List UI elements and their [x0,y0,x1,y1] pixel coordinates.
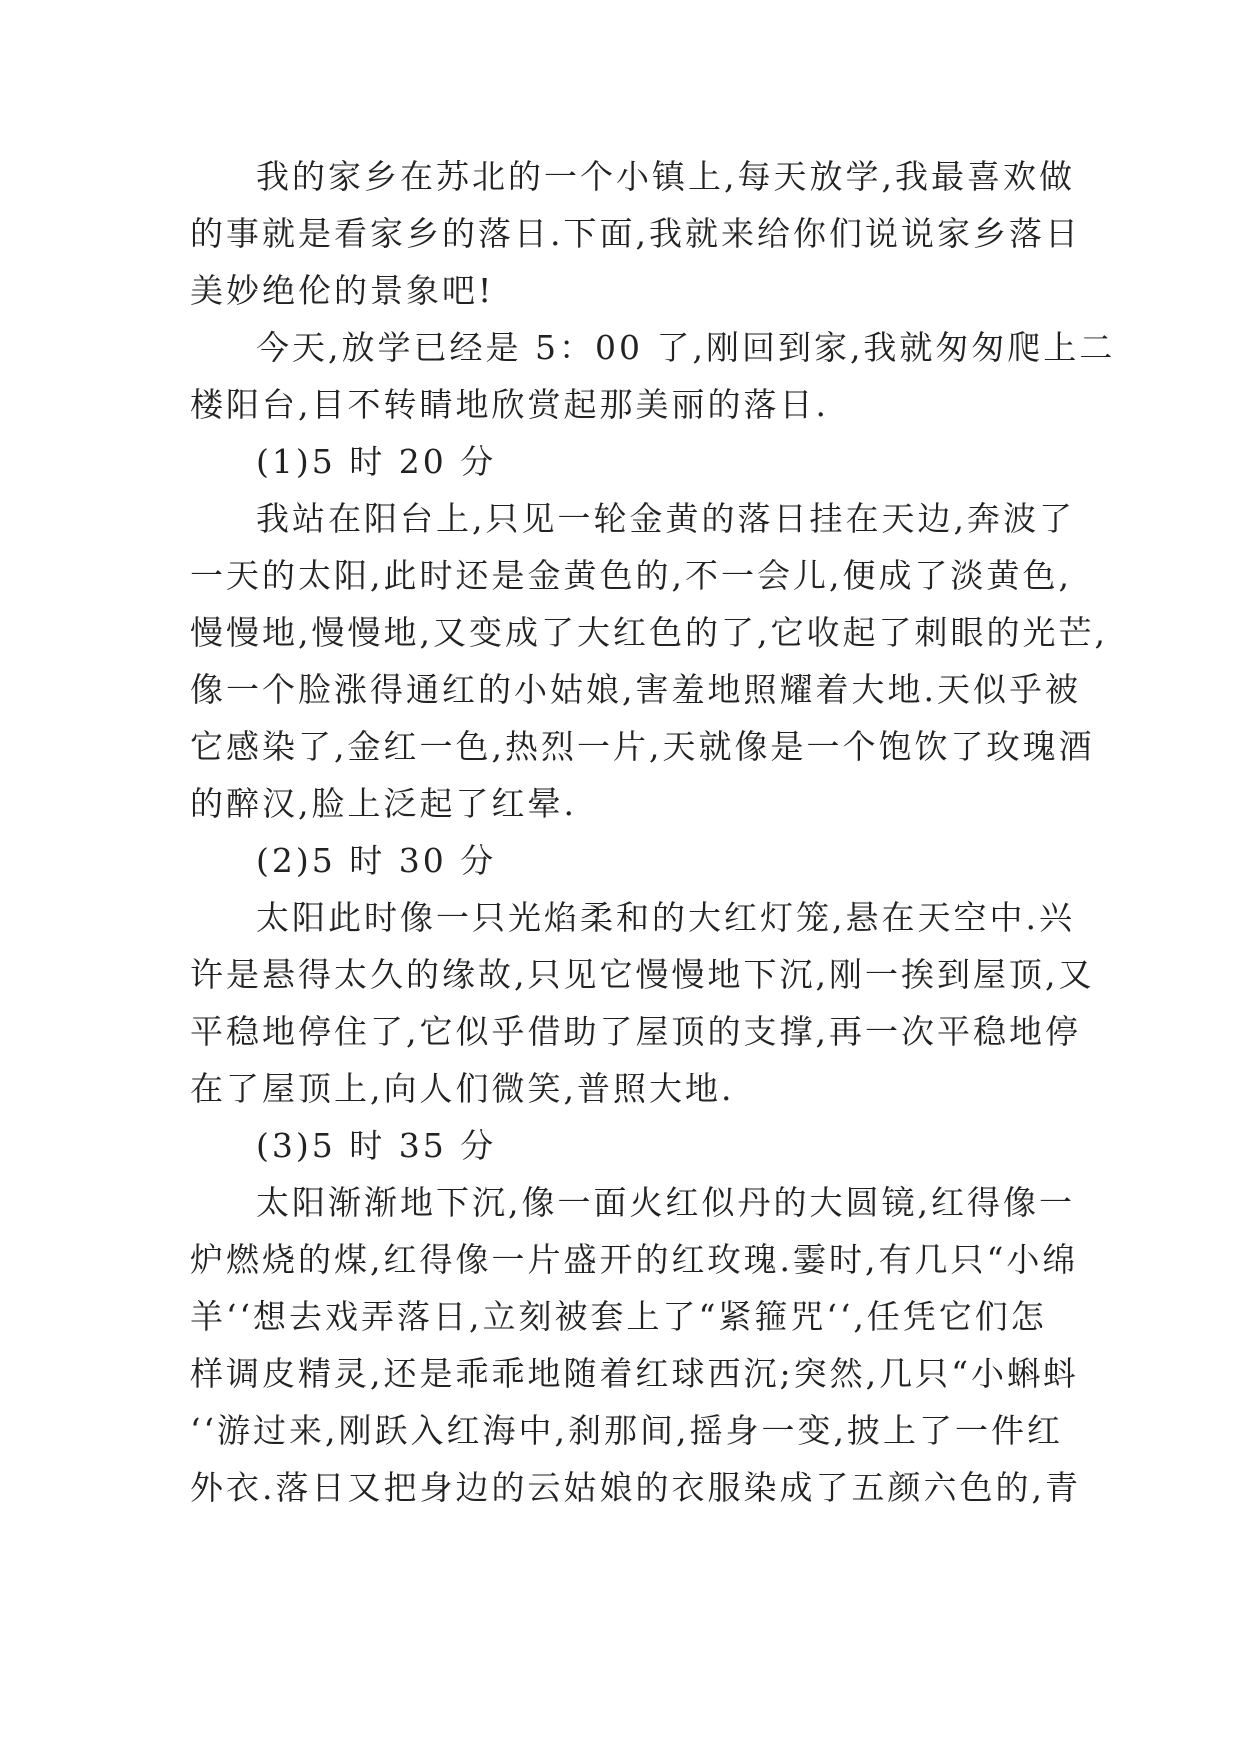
text-line: 美妙绝伦的景象吧! [190,271,495,310]
text-line: 样调皮精灵,还是乖乖地随着红球西沉;突然,几只“小蝌蚪 [190,1354,1079,1393]
essay-body [190,148,1116,1516]
text-line: ‘‘游过来,刚跃入红海中,刹那间,摇身一变,披上了一件红 [190,1411,1063,1450]
text-line: 像一个脸涨得通红的小姑娘,害羞地照耀着大地.天似乎被 [190,670,1081,709]
text-line: 在了屋顶上,向人们微笑,普照大地. [190,1069,735,1108]
paragraph-first-line: 今天,放学已经是 5：00 了,刚回到家,我就匆匆爬上二 [256,328,1116,367]
paragraph-first-line: 我站在阳台上,只见一轮金黄的落日挂在天边,奔波了 [256,499,1075,538]
paragraph-first-line: (3)5 时 35 分 [256,1126,497,1165]
text-line: 它感染了,金红一色,热烈一片,天就像是一个饱饮了玫瑰酒 [190,727,1095,766]
text-line: 的醉汉,脸上泛起了红晕. [190,784,577,823]
text-line: 一天的太阳,此时还是金黄色的,不一会儿,便成了淡黄色, [190,556,1072,595]
paragraph-first-line: 太阳此时像一只光焰柔和的大红灯笼,悬在天空中.兴 [256,898,1075,937]
text-line: 平稳地停住了,它似乎借助了屋顶的支撑,再一次平稳地停 [190,1012,1081,1051]
text-line: 慢慢地,慢慢地,又变成了大红色的了,它收起了刺眼的光芒, [190,613,1108,652]
paragraph-first-line: (1)5 时 20 分 [256,442,497,481]
text-line: 许是悬得太久的缘故,只见它慢慢地下沉,刚一挨到屋顶,又 [190,955,1095,994]
text-line: 楼阳台,目不转睛地欣赏起那美丽的落日. [190,385,829,424]
text-line: 炉燃烧的煤,红得像一片盛开的红玫瑰.霎时,有几只“小绵 [190,1240,1079,1279]
paragraph-first-line: 我的家乡在苏北的一个小镇上,每天放学,我最喜欢做 [256,157,1075,196]
text-line: 羊‘‘想去戏弄落日,立刻被套上了“紧箍咒‘‘,任凭它们怎 [190,1297,1047,1336]
text-line: 外衣.落日又把身边的云姑娘的衣服染成了五颜六色的,青 [190,1468,1081,1507]
text-line: 的事就是看家乡的落日.下面,我就来给你们说说家乡落日 [190,214,1081,253]
paragraph-first-line: 太阳渐渐地下沉,像一面火红似丹的大圆镜,红得像一 [256,1183,1075,1222]
paragraph-first-line: (2)5 时 30 分 [256,841,497,880]
